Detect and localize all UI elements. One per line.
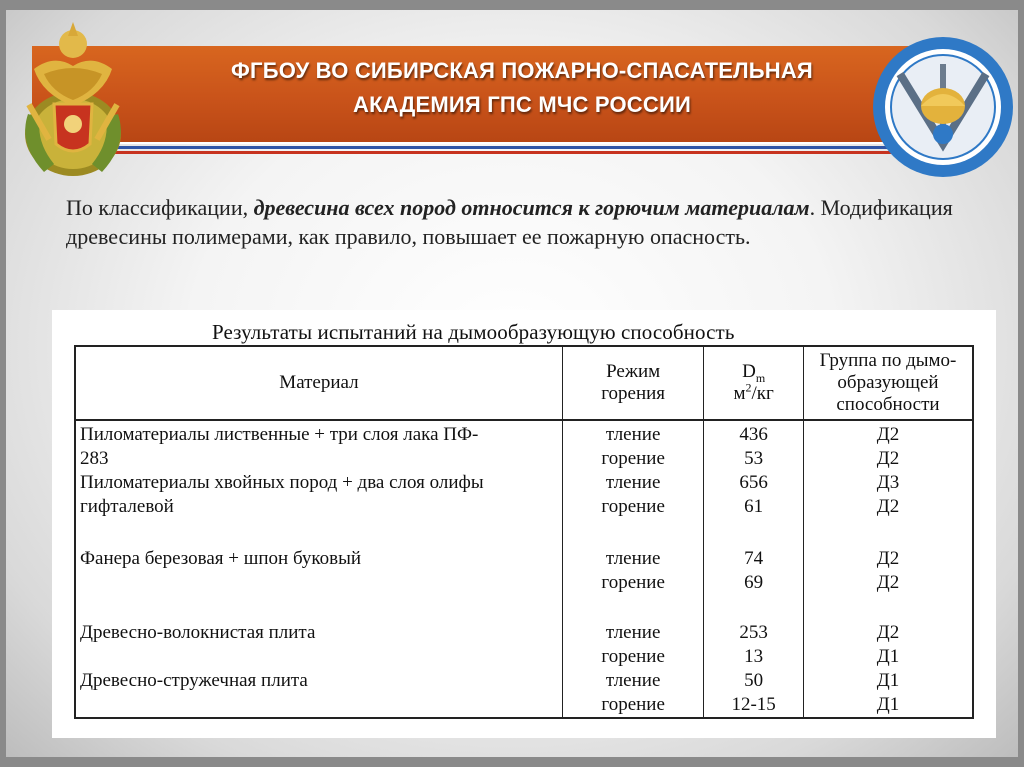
table-cell: гифталевой	[80, 496, 174, 517]
table-cell: Д2	[876, 622, 900, 643]
table-cell: Д2	[876, 424, 900, 445]
dm-sub: m	[755, 370, 766, 385]
table-cell: горение	[601, 572, 665, 593]
table-cell: тление	[605, 670, 661, 691]
table-cell: 12-15	[731, 694, 776, 715]
intro-text-part2: . Модификация древесины полимерами, как правило, повышает ее пожарную опасность.	[66, 195, 953, 249]
table-cell: Д2	[876, 496, 900, 517]
intro-text-part1: По классификации,	[66, 195, 254, 220]
table-cell: Фанера березовая + шпон буковый	[80, 548, 362, 569]
table-cell: Д2	[876, 548, 900, 569]
table-cell: Д1	[876, 694, 900, 715]
table-cell: Древесно-волокнистая плита	[80, 622, 316, 643]
header-mode	[562, 346, 703, 420]
table-cell: горение	[601, 646, 665, 667]
dm-unit-sup: 2	[745, 380, 752, 395]
dm-unit: м	[733, 383, 746, 404]
tricolor-stripes	[32, 142, 968, 156]
header-mode-line1: Режим	[606, 361, 661, 382]
dm-column	[704, 420, 804, 718]
header-group-line3: способности	[836, 394, 940, 415]
table-cell: Пиломатериалы хвойных пород + два слоя олифы	[80, 472, 484, 493]
results-table	[74, 345, 974, 719]
table-cell: тление	[605, 622, 661, 643]
table-cell: 69	[744, 572, 764, 593]
table-cell: 436	[739, 424, 768, 445]
header-banner	[32, 46, 968, 142]
table-cell: 253	[739, 622, 768, 643]
table-cell: тление	[605, 472, 661, 493]
table-cell: Д1	[876, 646, 900, 667]
title-line-1: ФГБОУ ВО СИБИРСКАЯ ПОЖАРНО-СПАСАТЕЛЬНАЯ	[231, 58, 813, 83]
mode-column	[562, 420, 703, 718]
header-dm	[704, 346, 804, 420]
table-cell: 283	[80, 448, 109, 469]
header-material: Материал	[75, 346, 562, 420]
group-column	[803, 420, 973, 718]
dm-unit-tail: /кг	[751, 383, 774, 404]
header-group-line2: образующей	[837, 372, 939, 393]
table-cell: Д3	[876, 472, 900, 493]
header-mode-line2: горения	[601, 383, 666, 404]
table-cell: 656	[739, 472, 768, 493]
results-table-card	[52, 310, 996, 738]
table-cell: 53	[744, 448, 764, 469]
intro-emphasis: древесина всех пород относится к горючим материалам	[253, 195, 810, 220]
dm-main: D	[742, 361, 756, 382]
table-cell: горение	[601, 694, 665, 715]
table-cell: Д2	[876, 448, 900, 469]
table-cell: тление	[605, 548, 661, 569]
header-group	[803, 346, 973, 420]
intro-paragraph	[66, 193, 966, 251]
table-cell: Древесно-стружечная плита	[80, 670, 308, 691]
table-cell: Д1	[876, 670, 900, 691]
table-cell: 50	[744, 670, 764, 691]
table-cell: Пиломатериалы лиственные + три слоя лака ПФ-	[80, 424, 479, 445]
academy-badge-icon	[870, 34, 1016, 180]
table-title: Результаты испытаний на дымообразующую способность	[212, 320, 735, 344]
title-line-2: АКАДЕМИЯ ГПС МЧС РОССИИ	[353, 92, 691, 117]
table-body	[75, 420, 973, 718]
header-dm-unit	[704, 380, 803, 405]
table-cell: 74	[744, 548, 764, 569]
table-cell: 61	[744, 496, 764, 517]
header-dm-symbol	[704, 361, 803, 383]
emchs-emblem-icon	[14, 14, 132, 182]
material-column	[75, 420, 562, 718]
table-cell: тление	[605, 424, 661, 445]
table-cell: 13	[744, 646, 764, 667]
header-group-line1: Группа по дымо-	[819, 350, 957, 371]
table-cell: Д2	[876, 572, 900, 593]
page-title	[142, 54, 902, 122]
table-cell: горение	[601, 448, 665, 469]
table-header-row	[75, 346, 973, 420]
table-cell: горение	[601, 496, 665, 517]
